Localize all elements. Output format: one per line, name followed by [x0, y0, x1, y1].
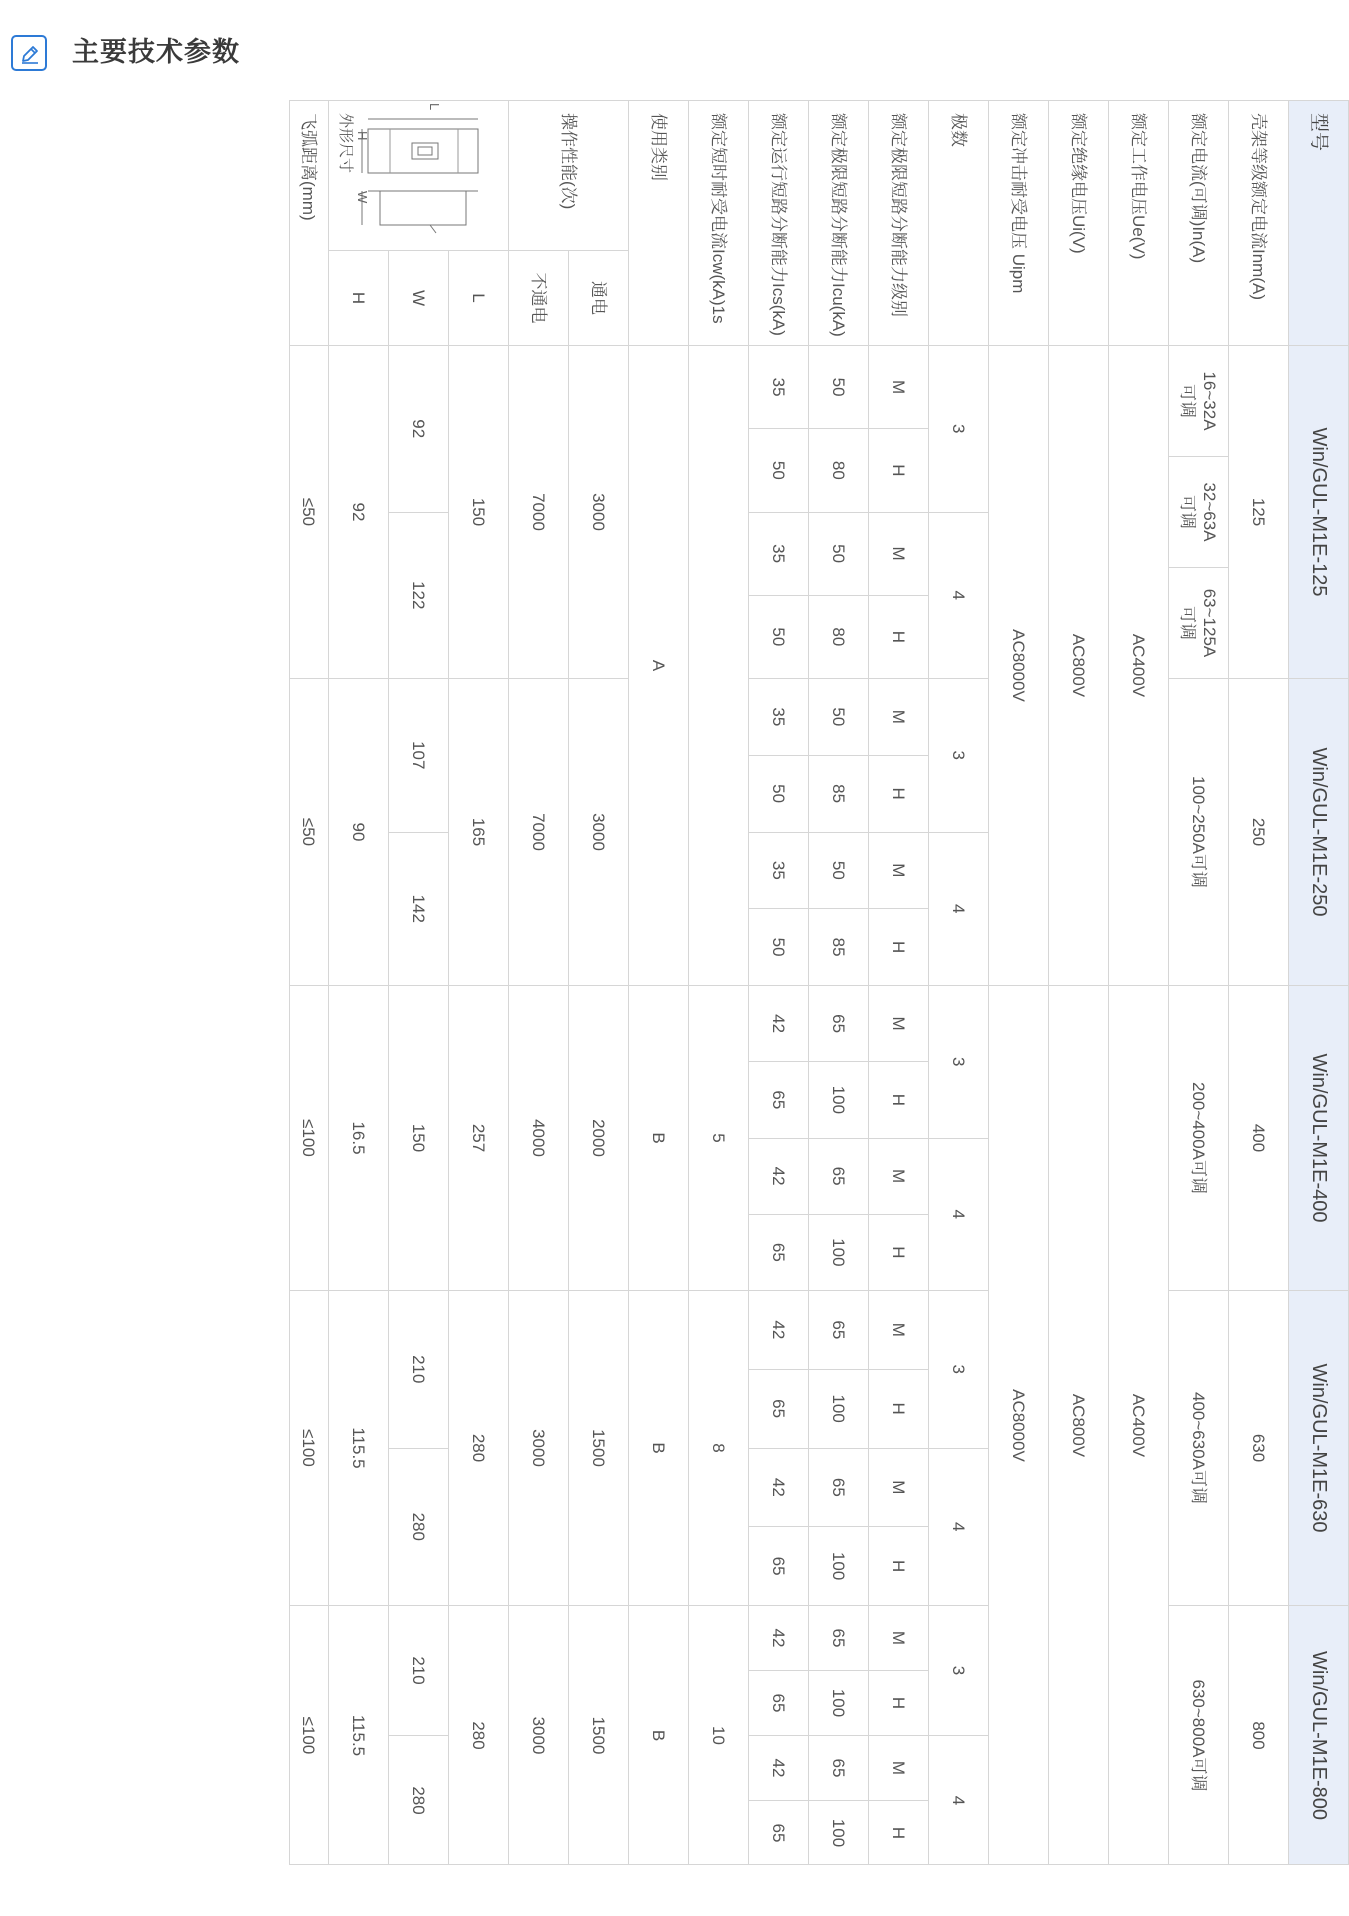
- poles-value: 4: [929, 1138, 989, 1291]
- in-value: 16~32A 可调: [1169, 345, 1229, 456]
- dim-w-value: 142: [389, 832, 449, 986]
- dim-l-value: 280: [449, 1290, 509, 1605]
- dims-label-text: 外形尺寸: [336, 113, 354, 174]
- icu-value: 65: [809, 1290, 869, 1369]
- arc-value: ≤100: [289, 985, 329, 1290]
- poles-value: 4: [929, 512, 989, 679]
- ics-value: 35: [749, 512, 809, 595]
- dim-l-value: 280: [449, 1605, 509, 1865]
- icw-value: 8: [689, 1290, 749, 1605]
- dim-h-value: 115.5: [329, 1605, 389, 1865]
- level-value: M: [869, 1290, 929, 1369]
- dim-w-label: W: [389, 250, 449, 345]
- in-value: 63~125A 可调: [1169, 567, 1229, 678]
- ics-value: 42: [749, 1448, 809, 1527]
- ui-label: 额定绝缘电压Ui(V): [1049, 100, 1109, 345]
- icu-value: 65: [809, 1605, 869, 1670]
- ue-value: AC400V: [1109, 985, 1169, 1865]
- icu-value: 65: [809, 1138, 869, 1214]
- in-label: 额定电流(可调)In(A): [1169, 100, 1229, 345]
- diagram-w-label: W: [355, 191, 370, 204]
- level-value: M: [869, 512, 929, 595]
- ics-value: 42: [749, 1290, 809, 1369]
- icu-label: 额定极限短路分断能力Icu(kA): [809, 100, 869, 345]
- level-value: M: [869, 985, 929, 1061]
- icu-value: 65: [809, 985, 869, 1061]
- level-value: M: [869, 1605, 929, 1670]
- icu-value: 50: [809, 512, 869, 595]
- icw-value: 5: [689, 985, 749, 1290]
- level-value: H: [869, 1670, 929, 1735]
- ics-value: 42: [749, 1605, 809, 1670]
- ics-value: 65: [749, 1670, 809, 1735]
- ics-label: 额定运行短路分断能力Ics(kA): [749, 100, 809, 345]
- dims-label: [329, 100, 509, 250]
- level-value: M: [869, 1138, 929, 1214]
- in-value: 400~630A可调: [1169, 1290, 1229, 1605]
- ics-value: 50: [749, 755, 809, 832]
- dim-w-value: 210: [389, 1290, 449, 1448]
- poles-value: 4: [929, 832, 989, 986]
- icu-value: 50: [809, 678, 869, 755]
- dim-l-value: 150: [449, 345, 509, 678]
- model-name: Win/GUL-M1E-125: [1289, 345, 1349, 678]
- icu-value: 85: [809, 755, 869, 832]
- poles-value: 3: [929, 985, 989, 1138]
- ics-value: 50: [749, 428, 809, 511]
- breaker-dimension-diagram: [358, 115, 488, 235]
- ics-value: 35: [749, 345, 809, 428]
- dim-h-value: 92: [329, 345, 389, 678]
- ics-value: 65: [749, 1214, 809, 1290]
- icw-value: 10: [689, 1605, 749, 1865]
- ics-value: 65: [749, 1526, 809, 1605]
- ops-off-value: 3000: [509, 1605, 569, 1865]
- model-name: Win/GUL-M1E-400: [1289, 985, 1349, 1290]
- icu-value: 100: [809, 1214, 869, 1290]
- ops-label: 操作性能(次): [509, 100, 629, 250]
- poles-value: 3: [929, 1605, 989, 1735]
- dim-w-value: 107: [389, 678, 449, 832]
- ops-off-value: 3000: [509, 1290, 569, 1605]
- edit-note-icon: [19, 43, 41, 65]
- level-value: M: [869, 345, 929, 428]
- level-value: M: [869, 1735, 929, 1800]
- icu-value: 100: [809, 1800, 869, 1865]
- ops-off-value: 7000: [509, 678, 569, 985]
- icu-value: 100: [809, 1670, 869, 1735]
- poles-value: 4: [929, 1735, 989, 1865]
- uimp-label: 额定冲击耐受电压 Uipm: [989, 100, 1049, 345]
- level-value: H: [869, 755, 929, 832]
- icu-value: 100: [809, 1526, 869, 1605]
- dim-w-value: 210: [389, 1605, 449, 1735]
- icw-label: 额定短时耐受电流Icw(kA)1s: [689, 100, 749, 345]
- category-label: 使用类别: [629, 100, 689, 345]
- ics-value: 35: [749, 832, 809, 909]
- dim-l-label: L: [449, 250, 509, 345]
- ops-on-value: 3000: [569, 345, 629, 678]
- level-value: M: [869, 832, 929, 909]
- ui-value: AC800V: [1049, 985, 1109, 1865]
- ops-off-value: 7000: [509, 345, 569, 678]
- model-name: Win/GUL-M1E-250: [1289, 678, 1349, 985]
- in-value: 630~800A可调: [1169, 1605, 1229, 1865]
- arc-label: 飞弧距离(mm): [289, 100, 329, 345]
- ics-value: 42: [749, 1138, 809, 1214]
- level-value: M: [869, 678, 929, 755]
- ics-value: 42: [749, 1735, 809, 1800]
- in-value: 32~63A 可调: [1169, 456, 1229, 567]
- category-value: A: [629, 345, 689, 985]
- poles-value: 4: [929, 1448, 989, 1606]
- ops-off-value: 4000: [509, 985, 569, 1290]
- level-value: H: [869, 595, 929, 678]
- icu-value: 80: [809, 595, 869, 678]
- section-header-icon: [11, 35, 47, 71]
- inm-label: 壳架等级额定电流Inm(A): [1229, 100, 1289, 345]
- ics-value: 65: [749, 1800, 809, 1865]
- ue-label: 额定工作电压Ue(V): [1109, 100, 1169, 345]
- model-name: Win/GUL-M1E-630: [1289, 1290, 1349, 1605]
- arc-value: ≤50: [289, 678, 329, 985]
- icu-value: 65: [809, 1448, 869, 1527]
- level-label: 额定极限短路分断能力级别: [869, 100, 929, 345]
- category-value: B: [629, 1290, 689, 1605]
- diagram-l-label: L: [427, 103, 442, 111]
- ui-value: AC800V: [1049, 345, 1109, 985]
- inm-value: 250: [1229, 678, 1289, 985]
- ops-on-label: 通电: [569, 250, 629, 345]
- level-value: M: [869, 1448, 929, 1527]
- arc-value: ≤100: [289, 1290, 329, 1605]
- inm-value: 630: [1229, 1290, 1289, 1605]
- level-value: H: [869, 908, 929, 985]
- poles-value: 3: [929, 1290, 989, 1448]
- dim-h-label: H: [329, 250, 389, 345]
- diagram-h-label: H: [355, 131, 370, 141]
- dim-w-value: 150: [389, 985, 449, 1290]
- icu-value: 80: [809, 428, 869, 511]
- poles-label: 极数: [929, 100, 989, 345]
- ics-value: 50: [749, 908, 809, 985]
- ics-value: 65: [749, 1369, 809, 1448]
- in-value: 100~250A可调: [1169, 678, 1229, 985]
- ics-value: 42: [749, 985, 809, 1061]
- dim-w-value: 122: [389, 512, 449, 679]
- category-value: B: [629, 985, 689, 1290]
- category-value: B: [629, 1605, 689, 1865]
- dim-l-value: 257: [449, 985, 509, 1290]
- dim-w-value: 280: [389, 1735, 449, 1865]
- ops-on-value: 1500: [569, 1605, 629, 1865]
- level-value: H: [869, 1526, 929, 1605]
- poles-value: 3: [929, 678, 989, 832]
- ics-value: 65: [749, 1061, 809, 1137]
- level-value: H: [869, 1800, 929, 1865]
- dim-w-value: 92: [389, 345, 449, 512]
- icu-value: 100: [809, 1369, 869, 1448]
- icu-value: 85: [809, 908, 869, 985]
- uimp-value: AC8000V: [989, 345, 1049, 985]
- icu-value: 50: [809, 345, 869, 428]
- dim-h-value: 16.5: [329, 985, 389, 1290]
- spec-table: [0, 100, 1349, 1916]
- icu-value: 50: [809, 832, 869, 909]
- level-value: H: [869, 1061, 929, 1137]
- inm-value: 400: [1229, 985, 1289, 1290]
- level-value: H: [869, 1369, 929, 1448]
- page-title: 主要技术参数: [72, 37, 240, 68]
- dim-w-value: 280: [389, 1448, 449, 1606]
- dim-l-value: 165: [449, 678, 509, 985]
- ops-off-label: 不通电: [509, 250, 569, 345]
- icu-value: 65: [809, 1735, 869, 1800]
- uimp-value: AC8000V: [989, 985, 1049, 1865]
- ics-value: 50: [749, 595, 809, 678]
- dim-h-value: 90: [329, 678, 389, 985]
- ops-on-value: 1500: [569, 1290, 629, 1605]
- in-value: 200~400A可调: [1169, 985, 1229, 1290]
- arc-value: ≤50: [289, 345, 329, 678]
- ue-value: AC400V: [1109, 345, 1169, 985]
- icw-value: [689, 345, 749, 985]
- arc-value: ≤100: [289, 1605, 329, 1865]
- model-label: 型号: [1289, 100, 1349, 345]
- level-value: H: [869, 428, 929, 511]
- dim-h-value: 115.5: [329, 1290, 389, 1605]
- model-name: Win/GUL-M1E-800: [1289, 1605, 1349, 1865]
- level-value: H: [869, 1214, 929, 1290]
- poles-value: 3: [929, 345, 989, 512]
- inm-value: 800: [1229, 1605, 1289, 1865]
- ops-on-value: 2000: [569, 985, 629, 1290]
- inm-value: 125: [1229, 345, 1289, 678]
- icu-value: 100: [809, 1061, 869, 1137]
- ics-value: 35: [749, 678, 809, 755]
- ops-on-value: 3000: [569, 678, 629, 985]
